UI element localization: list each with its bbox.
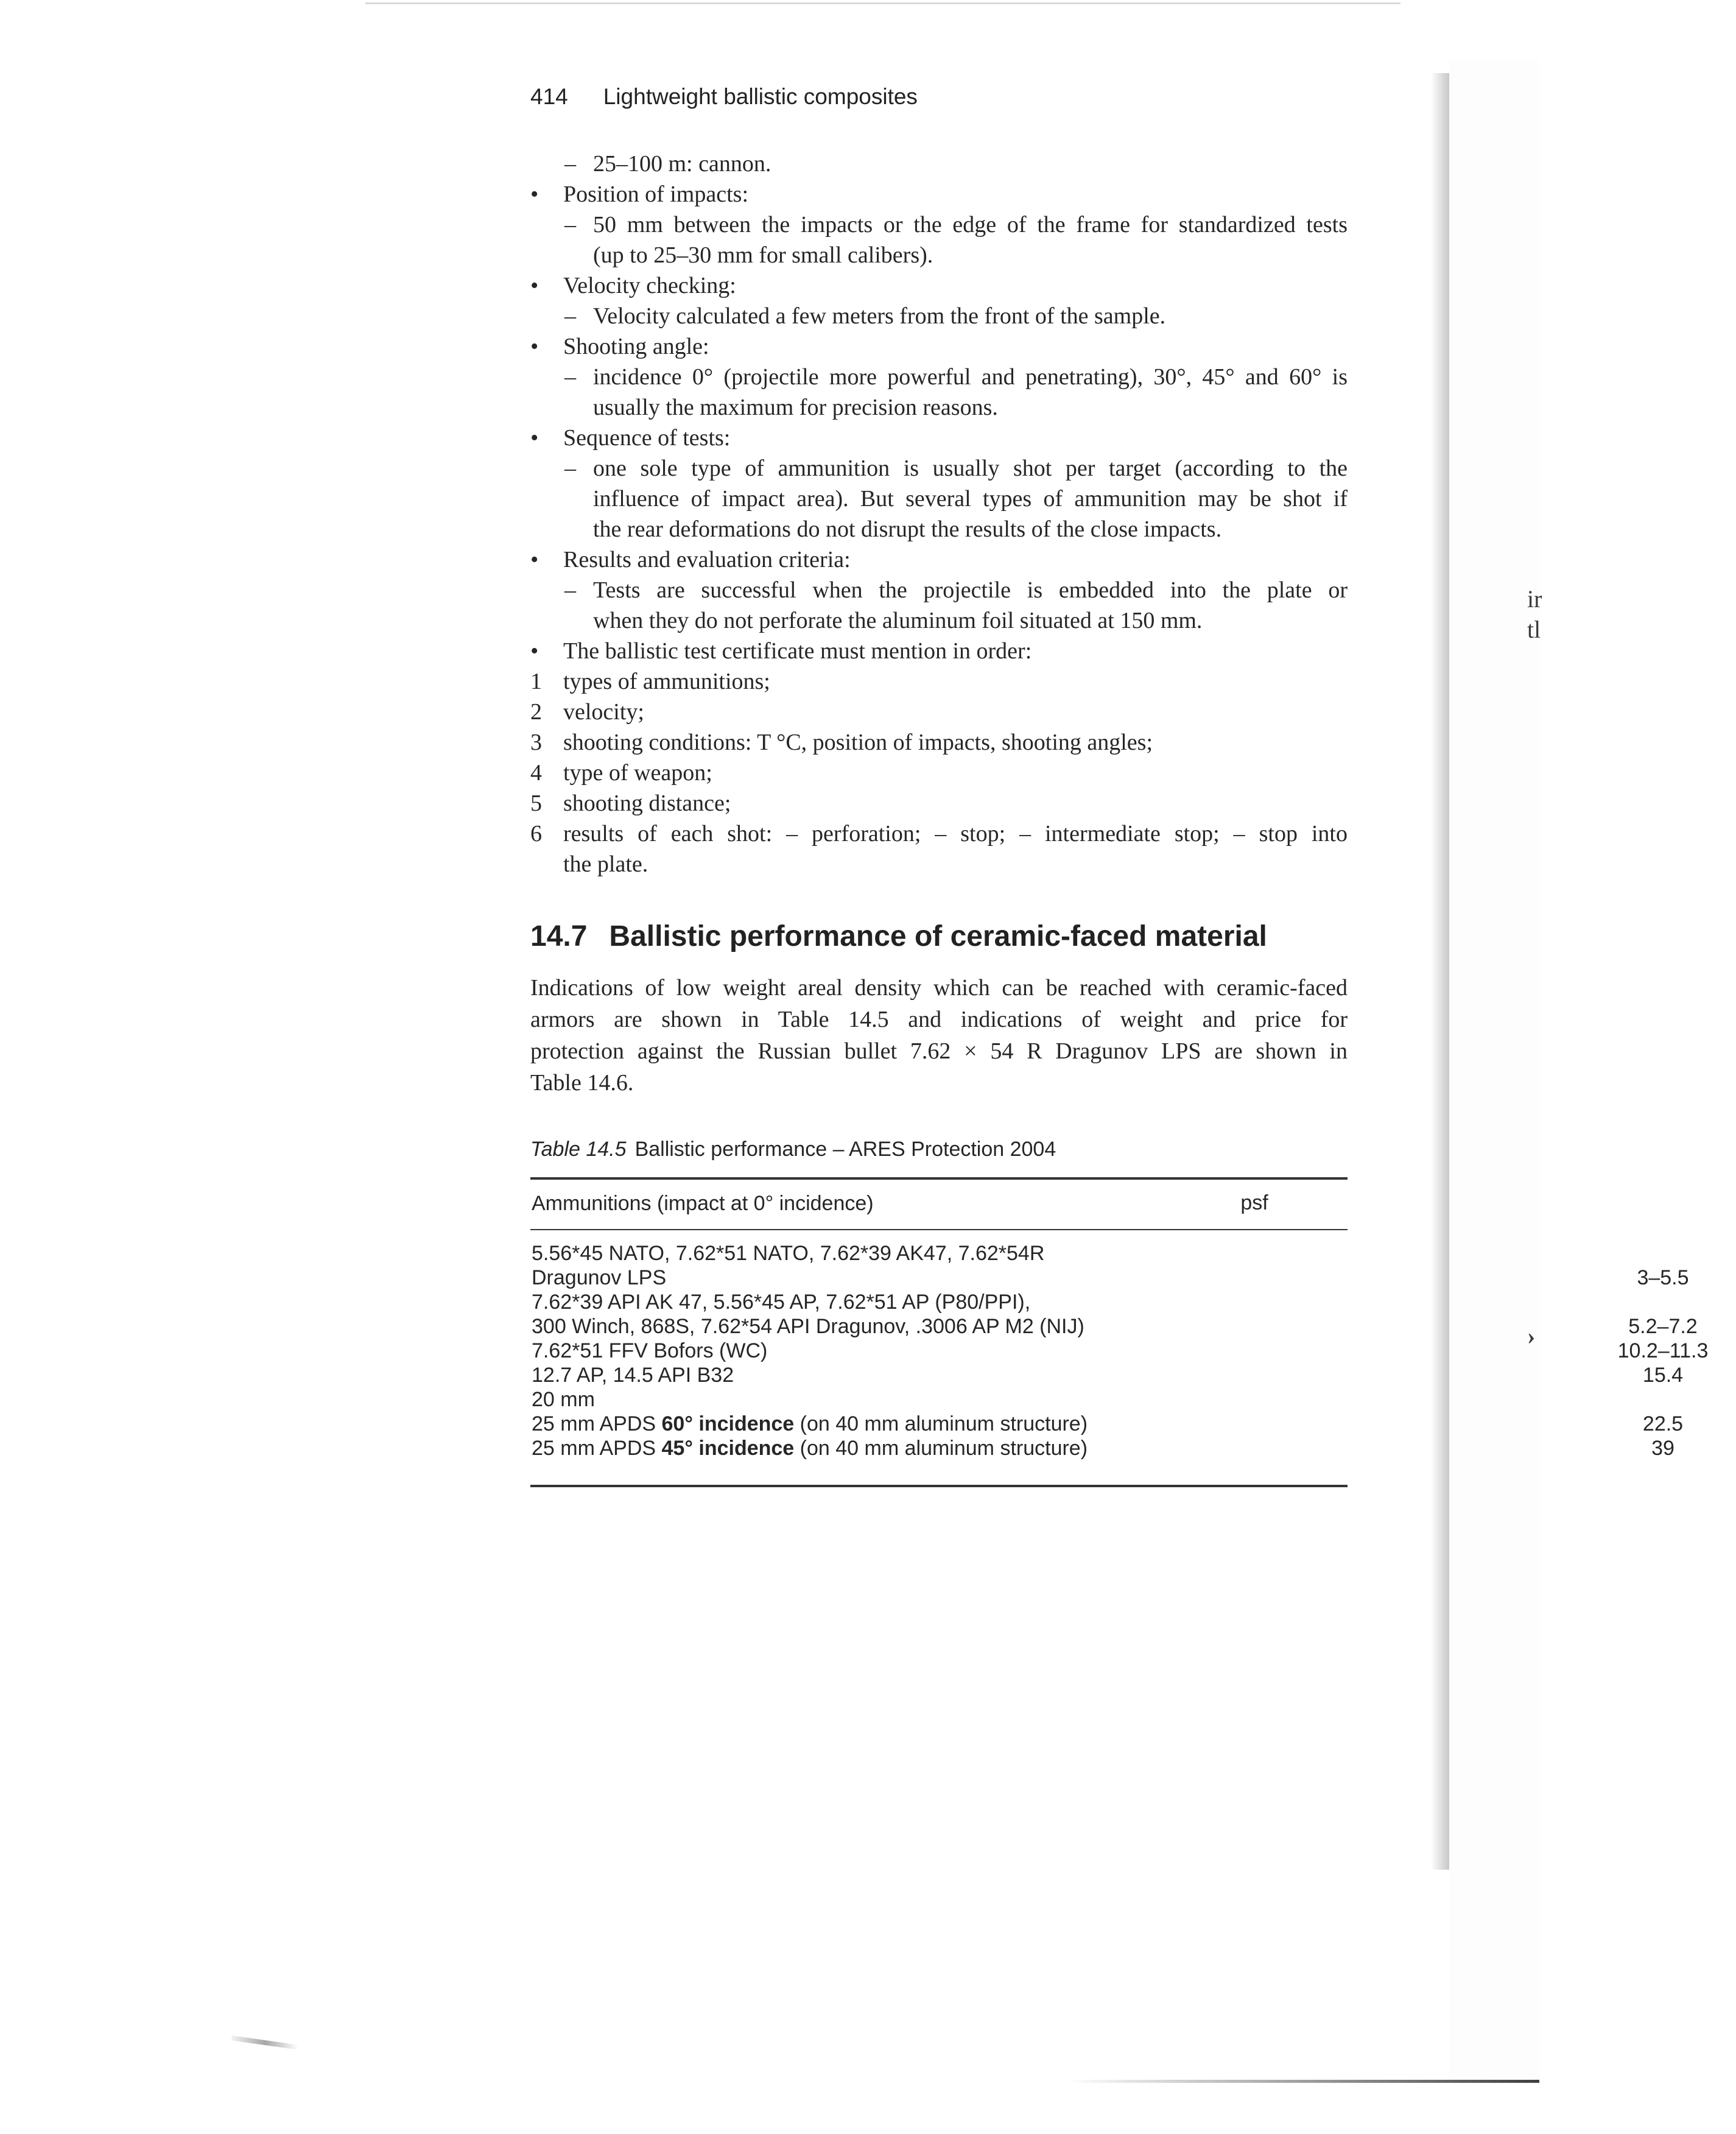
section-heading xyxy=(530,920,1348,953)
table-row xyxy=(530,1363,1684,1387)
list-item-continuation: the rear deformations do not disrupt the results of the close impacts. xyxy=(593,516,1222,542)
dash-marker: – xyxy=(564,151,576,177)
paragraph-line: Table 14.6. xyxy=(530,1070,634,1096)
item-number: 1 xyxy=(530,669,542,694)
table-row xyxy=(530,1412,1684,1436)
table-header-rule xyxy=(530,1229,1348,1230)
ammo-cell: 7.62*39 API AK 47, 5.56*45 AP, 7.62*51 AP (P80/PPI), xyxy=(532,1291,1031,1314)
psf-cell: 5.2–7.2 xyxy=(1628,1315,1698,1338)
table-row xyxy=(530,1436,1675,1460)
table-row xyxy=(530,1339,1709,1363)
section-paragraph xyxy=(530,972,1348,1099)
psf-cell: 3–5.5 xyxy=(1637,1266,1689,1289)
ammo-cell: 7.62*51 FFV Bofors (WC) xyxy=(532,1339,768,1362)
numbered-item: 2 velocity; xyxy=(530,697,1348,727)
item-number: 3 xyxy=(530,730,542,755)
scan-edge-bottom xyxy=(1066,2080,1539,2083)
list-item: – Velocity calculated a few meters from the front of the sample. xyxy=(530,301,1348,331)
bullet-marker: • xyxy=(530,181,539,207)
item-number: 4 xyxy=(530,760,542,786)
table-row xyxy=(530,1290,1348,1314)
incidence-emphasis: 60° incidence xyxy=(661,1412,795,1435)
bullet-marker: • xyxy=(530,638,539,664)
item-number: 5 xyxy=(530,791,542,816)
ammo-cell: 20 mm xyxy=(532,1388,595,1411)
bullet-marker: • xyxy=(530,334,539,359)
psf-cell: 39 xyxy=(1651,1437,1675,1460)
facing-page-fragment: tl xyxy=(1527,616,1541,643)
page-gutter-shadow xyxy=(1431,73,1449,1870)
table-row xyxy=(530,1387,1348,1412)
bullet-item: • Shooting angle: xyxy=(530,331,1348,362)
ammo-cell: 5.56*45 NATO, 7.62*51 NATO, 7.62*39 AK47, 7.62*54R xyxy=(532,1242,1045,1265)
numbered-item: 5 shooting distance; xyxy=(530,788,1348,819)
paragraph-line: protection against the Russian bullet 7.62 × 54 R Dragunov LPS are shown in xyxy=(530,1038,1348,1064)
ammo-cell: 300 Winch, 868S, 7.62*54 API Dragunov, .3006 AP M2 (NIJ) xyxy=(532,1315,1084,1338)
bullet-marker: • xyxy=(530,425,539,451)
running-header xyxy=(530,84,918,110)
list-item-continuation: usually the maximum for precision reasons. xyxy=(593,395,998,420)
table-row xyxy=(530,1314,1698,1339)
scan-smudge xyxy=(231,2035,298,2049)
table-caption-text: Ballistic performance – ARES Protection 2004 xyxy=(634,1138,1056,1161)
ammo-cell: 25 mm APDS 45° incidence (on 40 mm aluminum structure) xyxy=(532,1437,1088,1460)
numbered-item: 1 types of ammunitions; xyxy=(530,666,1348,697)
table-body xyxy=(530,1241,1709,1460)
column-header-psf: psf xyxy=(1240,1191,1268,1214)
psf-cell: 10.2–11.3 xyxy=(1617,1339,1709,1362)
facing-page-mark: › xyxy=(1527,1322,1536,1350)
numbered-item: 4 type of weapon; xyxy=(530,758,1348,788)
facing-page-fragment: ir xyxy=(1527,585,1542,613)
running-title: Lightweight ballistic composites xyxy=(603,84,918,109)
item-number: 2 xyxy=(530,699,542,725)
column-header-ammunitions: Ammunitions (impact at 0° incidence) xyxy=(532,1192,874,1215)
psf-cell: 22.5 xyxy=(1642,1412,1684,1435)
list-item: – Tests are successful when the projectile is embedded into the plate or xyxy=(530,575,1348,605)
table-label: Table 14.5 xyxy=(530,1138,627,1161)
section-number: 14.7 xyxy=(530,920,588,953)
paragraph-line: Indications of low weight areal density which can be reached with ceramic-faced xyxy=(530,975,1348,1001)
dash-marker: – xyxy=(564,303,576,329)
list-item: – 50 mm between the impacts or the edge of the frame for standardized tests xyxy=(530,210,1348,240)
test-procedure-list xyxy=(530,149,1348,879)
list-item-continuation: when they do not perforate the aluminum foil situated at 150 mm. xyxy=(593,608,1203,633)
section-title: Ballistic performance of ceramic-faced material xyxy=(609,920,1267,953)
ammo-cell: 12.7 AP, 14.5 API B32 xyxy=(532,1364,734,1387)
bullet-marker: • xyxy=(530,273,539,298)
list-item: – one sole type of ammunition is usually shot per target (according to the xyxy=(530,453,1348,484)
bullet-item: • The ballistic test certificate must mention in order: xyxy=(530,636,1348,666)
bullet-item: • Sequence of tests: xyxy=(530,423,1348,453)
table-top-rule xyxy=(530,1177,1348,1180)
numbered-item: 3 shooting conditions: T °C, position of impacts, shooting angles; xyxy=(530,727,1348,758)
bullet-marker: • xyxy=(530,547,539,572)
table-row xyxy=(530,1241,1348,1266)
table-caption xyxy=(530,1138,1056,1161)
paragraph-line: armors are shown in Table 14.5 and indications of weight and price for xyxy=(530,1007,1348,1032)
dash-marker: – xyxy=(564,456,576,481)
bullet-item: • Velocity checking: xyxy=(530,270,1348,301)
psf-cell: 15.4 xyxy=(1642,1364,1684,1387)
list-item: – 25–100 m: cannon. xyxy=(530,149,1348,179)
ammo-cell: Dragunov LPS xyxy=(532,1266,667,1289)
numbered-item-continuation: the plate. xyxy=(563,851,648,877)
facing-page-margin xyxy=(1449,61,1539,2083)
dash-marker: – xyxy=(564,212,576,238)
list-item: – incidence 0° (projectile more powerful and penetrating), 30°, 45° and 60° is xyxy=(530,362,1348,392)
bullet-item: • Results and evaluation criteria: xyxy=(530,544,1348,575)
table-bottom-rule xyxy=(530,1485,1348,1487)
ammo-cell: 25 mm APDS 60° incidence (on 40 mm aluminum structure) xyxy=(532,1412,1088,1435)
incidence-emphasis: 45° incidence xyxy=(661,1437,795,1460)
dash-marker: – xyxy=(564,364,576,390)
dash-marker: – xyxy=(564,577,576,603)
numbered-item: 6 results of each shot: – perforation; – stop; – intermediate stop; – stop into xyxy=(530,819,1348,849)
list-item-continuation: (up to 25–30 mm for small calibers). xyxy=(593,242,933,268)
table-row xyxy=(530,1266,1689,1290)
page-number: 414 xyxy=(530,84,568,109)
scan-edge-top xyxy=(365,2,1400,4)
item-number: 6 xyxy=(530,821,542,847)
bullet-item: • Position of impacts: xyxy=(530,179,1348,210)
list-item-continuation: influence of impact area). But several types of ammunition may be shot if xyxy=(593,486,1348,512)
